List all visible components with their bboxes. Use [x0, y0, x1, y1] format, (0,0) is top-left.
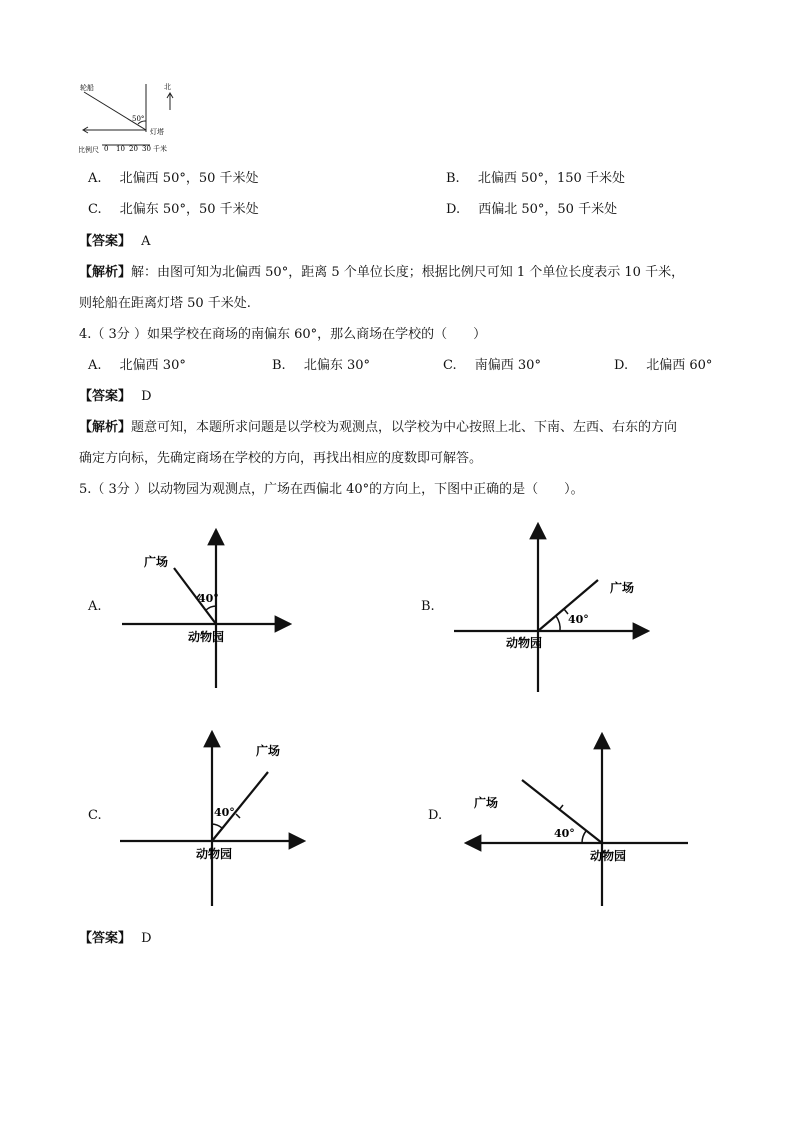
option-letter: A. — [88, 358, 102, 373]
angle-label: 40° — [214, 806, 235, 819]
option-text: 北偏西 50°，150 千米处 — [477, 171, 625, 186]
angle-label: 40° — [554, 827, 575, 840]
q4-option-d[interactable] — [614, 354, 712, 373]
zoo-label: 动物园 — [196, 847, 233, 861]
option-text: 西偏北 50°，50 千米处 — [478, 202, 618, 217]
figure-c — [118, 728, 308, 910]
option-text: 北偏东 30° — [303, 358, 371, 373]
q3-analysis-line2: 则轮船在距离灯塔 50 千米处. — [79, 296, 251, 311]
scale-tick: 30 — [142, 145, 151, 153]
angle-label: 40° — [198, 592, 219, 605]
q4-answer — [79, 385, 152, 404]
analysis-text: 解：由图可知为北偏西 50°，距离 5 个单位长度；根据比例尺可知 1 个单位长度表示 10 千米， — [131, 265, 685, 280]
q3-analysis-line1 — [79, 261, 684, 280]
option-text: 北偏西 50°，50 千米处 — [119, 171, 259, 186]
angle-label: 50° — [132, 115, 145, 123]
q5-answer — [79, 927, 152, 946]
scale-label: 比例尺 — [78, 146, 99, 154]
option-letter: D. — [446, 202, 461, 217]
north-label: 北 — [164, 83, 171, 91]
scale-tick: 0 — [104, 145, 109, 153]
q3-answer — [79, 230, 151, 249]
ship-label: 轮船 — [80, 84, 94, 92]
zoo-label: 动物园 — [506, 636, 543, 650]
scale-tick: 10 — [116, 145, 125, 153]
q4-option-a[interactable] — [88, 354, 186, 373]
q3-option-c[interactable] — [88, 198, 259, 217]
analysis-label: 【解析】 — [79, 265, 132, 280]
figure-d — [462, 730, 692, 910]
figure-b-letter[interactable]: B. — [421, 599, 435, 614]
analysis-text: 题意可知，本题所求问题是以学校为观测点，以学校为中心按照上北、下南、左西、右东的方向 — [131, 420, 678, 435]
scale-unit: 千米 — [153, 145, 167, 153]
answer-value: D — [141, 389, 152, 404]
option-letter: C. — [88, 202, 102, 217]
square-label: 广场 — [144, 555, 169, 569]
option-letter: B. — [272, 358, 286, 373]
q4-option-c[interactable] — [443, 354, 541, 373]
option-letter: D. — [614, 358, 629, 373]
answer-value: A — [141, 234, 151, 249]
square-label: 广场 — [256, 744, 281, 758]
analysis-label: 【解析】 — [79, 420, 132, 435]
answer-label: 【答案】 — [79, 234, 132, 249]
option-letter: A. — [88, 171, 102, 186]
option-text: 南偏西 30° — [474, 358, 541, 373]
zoo-label: 动物园 — [188, 630, 225, 644]
scale-tick: 20 — [129, 145, 138, 153]
figure-a — [118, 522, 298, 694]
q3-option-b[interactable] — [446, 167, 625, 186]
answer-value: D — [141, 931, 152, 946]
q4-analysis-line1 — [79, 416, 677, 435]
q3-option-a[interactable] — [88, 167, 259, 186]
q3-option-d[interactable] — [446, 198, 617, 217]
lighthouse-figure — [76, 78, 186, 158]
option-text: 北偏西 30° — [119, 358, 186, 373]
answer-label: 【答案】 — [79, 389, 132, 404]
square-label: 广场 — [474, 796, 499, 810]
figure-d-letter[interactable]: D. — [428, 808, 443, 823]
q4-stem: 4.（ 3分 ）如果学校在商场的南偏东 60°，那么商场在学校的（ ） — [79, 327, 487, 342]
figure-c-letter[interactable]: C. — [88, 808, 102, 823]
angle-label: 40° — [568, 613, 589, 626]
q4-analysis-line2: 确定方向标，先确定商场在学校的方向，再找出相应的度数即可解答。 — [79, 451, 483, 466]
ship-bearing-line — [84, 92, 146, 130]
lighthouse-label: 灯塔 — [150, 128, 164, 136]
option-letter: C. — [443, 358, 457, 373]
option-text: 北偏东 50°，50 千米处 — [119, 202, 259, 217]
answer-label: 【答案】 — [79, 931, 132, 946]
figure-a-letter[interactable]: A. — [88, 599, 102, 614]
zoo-label: 动物园 — [590, 849, 627, 863]
option-letter: B. — [446, 171, 460, 186]
square-label: 广场 — [610, 581, 635, 595]
q5-stem: 5.（ 3分 ）以动物园为观测点，广场在西偏北 40°的方向上，下图中正确的是（ ）。 — [79, 482, 584, 497]
figure-b — [452, 516, 652, 694]
q4-option-b[interactable] — [272, 354, 370, 373]
option-text: 北偏西 60° — [646, 358, 713, 373]
